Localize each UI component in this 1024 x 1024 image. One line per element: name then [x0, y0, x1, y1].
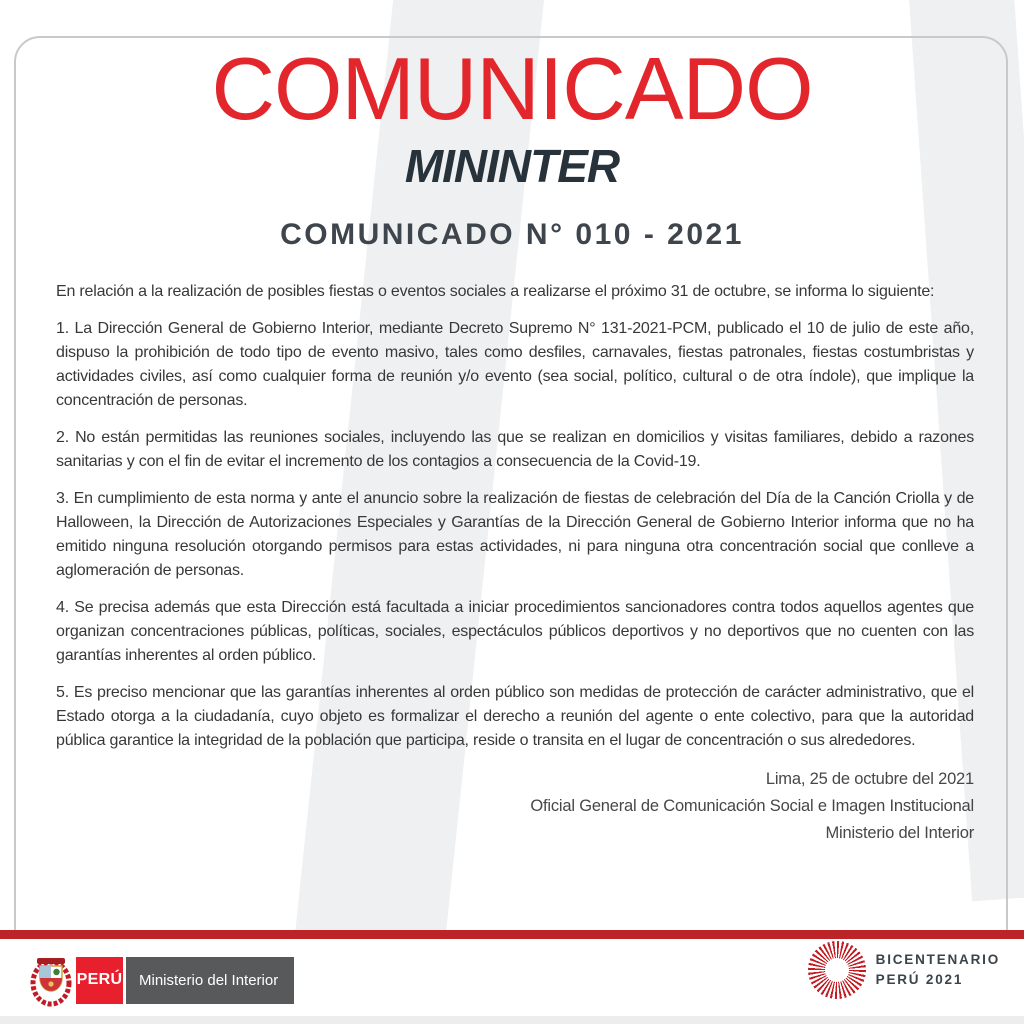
bicentenario-spiral-icon: [808, 941, 866, 999]
ministry-label-box: [126, 957, 294, 1004]
footer: [0, 939, 1024, 1016]
bicentenario-line1: BICENTENARIO: [875, 951, 1000, 967]
intro-paragraph: En relación a la realización de posibles fiestas o eventos sociales a realizarse el próximo 31 de octubre, se informa lo siguiente:: [56, 283, 935, 300]
closing-ministry: Ministerio del Interior: [825, 824, 974, 842]
peru-label: PERÚ: [76, 971, 123, 988]
bicentenario-text: [876, 950, 1000, 991]
comunicado-number-heading: COMUNICADO N° 010 - 2021: [280, 218, 744, 251]
body-paragraph-1: 1. La Dirección General de Gobierno Interior, mediante Decreto Supremo N° 131-2021-PCM, publicado el 10 de julio de este año, dispuso la prohibición de todo tipo de evento masivo, tales como desfiles, carnavales, fiestas patronales, fiestas costumbristas y actividades civiles, así como cualquier forma de reunión y/o evento (sea social, político, cultural o de otra índole), que implique la concentración de personas.: [56, 320, 974, 409]
peru-label-box: [76, 957, 123, 1004]
body-paragraph-4: 4. Se precisa además que esta Dirección está facultada a iniciar procedimientos sancionadores contra todos aquellos agentes que organizan concentraciones públicas, políticas, sociales, espectáculos públicos deportivos y no deportivos que no cuenten con las garantías inherentes al orden público.: [56, 599, 974, 664]
body-paragraph-5: 5. Es preciso mencionar que las garantías inherentes al orden público son medidas de protección de carácter administrativo, que el Estado otorga a la ciudadanía, cuyo objeto es formalizar el derecho a reunión del agente o ente colectivo, para que la autoridad pública garantice la integridad de la población que participa, reside o transita en el lugar de concentración o sus alrededores.: [56, 684, 974, 749]
closing-office: Oficial General de Comunicación Social e Imagen Institucional: [530, 797, 974, 815]
masthead-title: COMUNICADO: [211, 39, 813, 138]
bicentenario-line2: PERÚ 2021: [875, 972, 964, 987]
body-paragraph-3: 3. En cumplimiento de esta norma y ante el anuncio sobre la realización de fiestas de celebración del Día de la Canción Criolla y de Halloween, la Dirección de Autorizaciones Especiales y Garantías de la Dirección General de Gobierno Interior informa que no ha emitido ninguna resolución otorgando permisos para estas actividades, ni para ninguna otra concentración social que conlleve a aglomeración de personas.: [56, 490, 974, 579]
bottom-edge-strip: [0, 1016, 1024, 1024]
masthead-subtitle: MININTER: [404, 139, 620, 192]
closing-date: Lima, 25 de octubre del 2021: [765, 770, 974, 788]
bicentenario-logo: [808, 941, 1000, 999]
masthead: [0, 40, 1024, 191]
footer-red-bar: [0, 930, 1024, 939]
footer-branding: [30, 953, 294, 1007]
closing-block: [56, 766, 974, 847]
peru-coat-of-arms-icon: [30, 953, 72, 1007]
body-paragraph-2: 2. No están permitidas las reuniones sociales, incluyendo las que se realizan en domicilios y visitas familiares, debido a razones sanitarias y con el fin de evitar el incremento de los contagios a consecuencia de la Covid-19.: [56, 429, 974, 470]
body-text: [56, 280, 974, 847]
ministry-label: Ministerio del Interior: [139, 971, 279, 989]
